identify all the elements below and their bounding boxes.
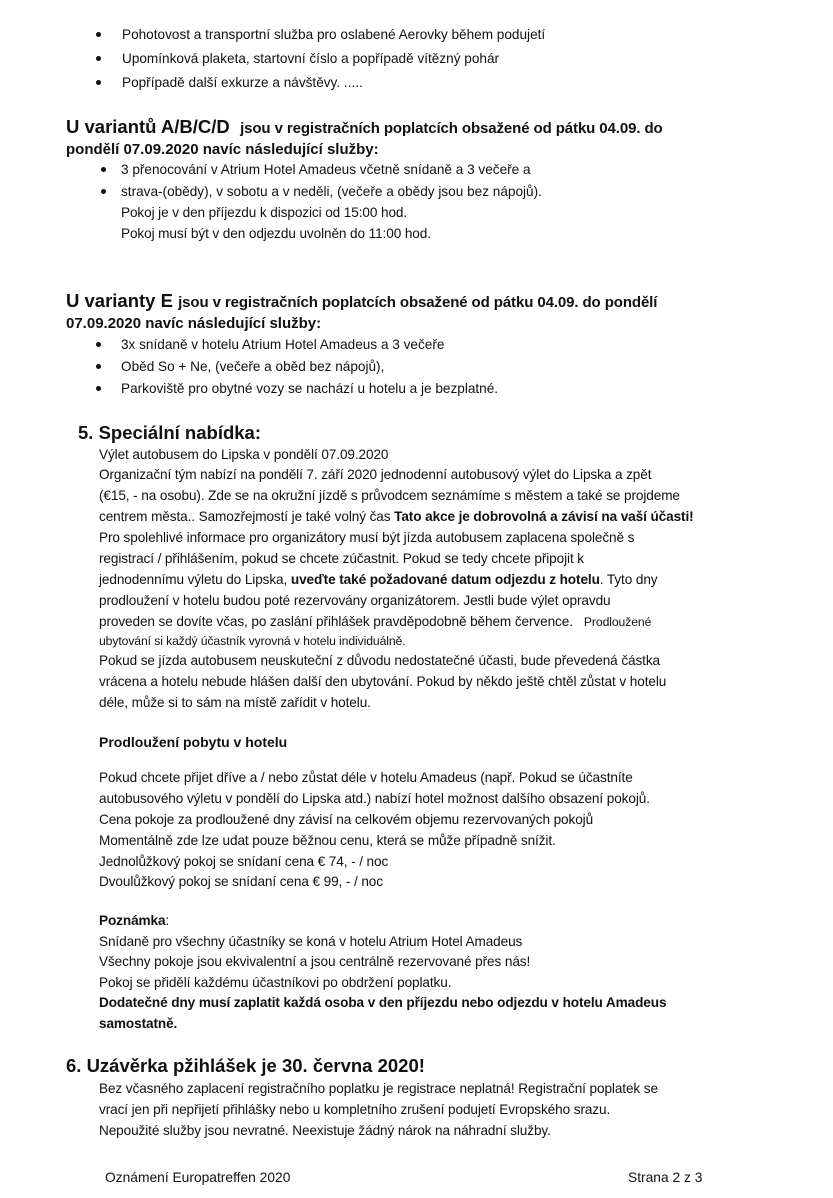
paragraph-line: déle, může si to sám na místě zařídit v hotelu. <box>99 695 371 710</box>
variant-abcd-heading <box>66 115 663 141</box>
text-normal: proveden se dovíte včas, po zaslání přihlášek pravděpodobně během července. <box>99 614 584 629</box>
paragraph-line: vrácena a hotelu nebude hlášen další den ubytování. Pokud by někdo ještě chtěl zůstat v hotelu <box>99 674 667 689</box>
departure-date-notice: uveďte také požadované datum odjezdu z hotelu <box>290 572 600 587</box>
bullet-icon <box>96 32 101 37</box>
paragraph-line: Všechny pokoje jsou ekvivalentní a jsou centrálně rezervované přes nás! <box>99 954 531 969</box>
paragraph-line: registrací / přihlášením, pokud se chcete zúčastnit. Pokud se tedy chcete připojit k <box>99 551 584 566</box>
bullet-icon <box>96 342 101 347</box>
paragraph-line: Snídaně pro všechny účastníky se koná v hotelu Atrium Hotel Amadeus <box>99 934 523 949</box>
text-normal: jednodennímu výletu do Lipska, <box>99 572 291 587</box>
bullet-icon <box>101 189 106 194</box>
paragraph-line: Organizační tým nabízí na pondělí 7. září 2020 jednodenní autobusový výlet do Lipska a zpět <box>99 467 652 482</box>
text-normal: centrem města.. Samozřejmostí je také volný čas <box>99 509 395 524</box>
section-6-heading: 6. Uzávěrka pžihlášek je 30. června 2020! <box>66 1055 425 1076</box>
list-item-text: 3x snídaně v hotelu Atrium Hotel Amadeus a 3 večeře <box>121 337 445 352</box>
voluntary-notice: Tato akce je dobrovolná a závisí na vaší účasti! <box>394 509 694 524</box>
paragraph-line: Pokud se jízda autobusem neuskuteční z důvodu nedostatečné účasti, bude převedená částka <box>99 653 661 668</box>
additional-days-notice-cont: samostatně. <box>99 1016 178 1031</box>
paragraph-line: Bez včasného zaplacení registračního poplatku je registrace neplatná! Registrační poplatek se <box>99 1081 658 1096</box>
bullet-icon <box>96 386 101 391</box>
note-heading-label: Poznámka <box>99 913 166 928</box>
list-item-text: Pohotovost a transportní služba pro oslabené Aerovky během podujetí <box>122 27 546 42</box>
bullet-icon <box>96 56 101 61</box>
paragraph-line <box>99 612 651 632</box>
list-item-text: 3 přenocování v Atrium Hotel Amadeus včetně snídaně a 3 večeře a <box>121 162 531 177</box>
check-in-note: Pokoj je v den příjezdu k dispozici od 15:00 hod. <box>121 205 408 220</box>
bullet-icon <box>96 364 101 369</box>
paragraph-line <box>99 507 694 527</box>
paragraph-line: ubytování si každý účastník vyrovná v hotelu individuálně. <box>99 634 406 648</box>
paragraph-line: Nepoužité služby jsou nevratné. Neexistuje žádný nárok na náhradní služby. <box>99 1123 551 1138</box>
paragraph-line: Pokud chcete přijet dříve a / nebo zůstat déle v hotelu Amadeus (např. Pokud se účastníte <box>99 770 633 785</box>
paragraph-line: Pro spolehlivé informace pro organizátory musí být jízda autobusem zaplacena společně s <box>99 530 635 545</box>
single-room-price: Jednolůžkový pokoj se snídaní cena € 74, - / noc <box>99 854 389 869</box>
double-room-price: Dvoulůžkový pokoj se snídaní cena € 99, - / noc <box>99 874 383 889</box>
paragraph-line <box>99 570 658 590</box>
text-small: Prodloužené <box>583 615 652 629</box>
variant-e-heading-rest: jsou v registračních poplatcích obsažené od pátku 04.09. do pondělí <box>178 294 658 311</box>
list-item-text: Oběd So + Ne, (večeře a oběd bez nápojů), <box>121 359 385 374</box>
paragraph-line: Pokoj se přidělí každému účastníkovi po obdržení poplatku. <box>99 975 452 990</box>
paragraph-line: vrací jen při nepřijetí přihlášky nebo u kompletního zrušení podujetí Evropského srazu. <box>99 1102 611 1117</box>
page-number: Strana 2 z 3 <box>628 1170 703 1185</box>
paragraph-line: autobusového výletu v pondělí do Lipska atd.) nabízí hotel možnost dalšího obsazení pokojů. <box>99 791 650 806</box>
paragraph-line: Cena pokoje za prodloužené dny závisí na celkovém objemu rezervovaných pokojů <box>99 812 594 827</box>
list-item-text: strava-(obědy), v sobotu a v neděli, (večeře a obědy jsou bez nápojů). <box>121 184 542 199</box>
text-normal: . Tyto dny <box>599 572 658 587</box>
variant-e-heading-main: U varianty E <box>66 290 173 311</box>
check-out-note: Pokoj musí být v den odjezdu uvolněn do 11:00 hod. <box>121 226 431 241</box>
hotel-extension-heading: Prodloužení pobytu v hotelu <box>99 734 288 750</box>
note-heading-colon: : <box>165 913 170 928</box>
variant-abcd-heading-main: U variantů A/B/C/D <box>66 116 230 137</box>
section-5-heading: 5. Speciální nabídka: <box>78 422 262 443</box>
bullet-icon <box>101 167 106 172</box>
note-heading <box>99 911 169 931</box>
additional-days-notice: Dodatečné dny musí zaplatit každá osoba v den příjezdu nebo odjezdu v hotelu Amadeus <box>99 995 667 1010</box>
paragraph-line: prodloužení v hotelu budou poté rezervovány organizátorem. Jestli bude výlet opravdu <box>99 593 611 608</box>
list-item-text: Parkoviště pro obytné vozy se nachází u hotelu a je bezplatné. <box>121 381 499 396</box>
variant-abcd-heading-line2: pondělí 07.09.2020 navíc následující služby: <box>66 141 379 158</box>
variant-e-heading <box>66 289 657 315</box>
variant-abcd-heading-rest: jsou v registračních poplatcích obsažené od pátku 04.09. do <box>240 120 663 137</box>
footer-document-title: Oznámení Europatreffen 2020 <box>105 1170 291 1185</box>
variant-e-heading-line2: 07.09.2020 navíc následující služby: <box>66 315 322 332</box>
paragraph-line: Momentálně zde lze udat pouze běžnou cenu, která se může případně snížit. <box>99 833 556 848</box>
paragraph-line: (€15, - na osobu). Zde se na okružní jízdě s průvodcem seznámíme s městem a také se projdeme <box>99 488 680 503</box>
list-item-text: Popřípadě další exkurze a návštěvy. ..... <box>122 75 363 90</box>
list-item-text: Upomínková plaketa, startovní číslo a popřípadě vítězný pohár <box>122 51 500 66</box>
paragraph-line: Výlet autobusem do Lipska v pondělí 07.09.2020 <box>99 447 389 462</box>
bullet-icon <box>96 80 101 85</box>
